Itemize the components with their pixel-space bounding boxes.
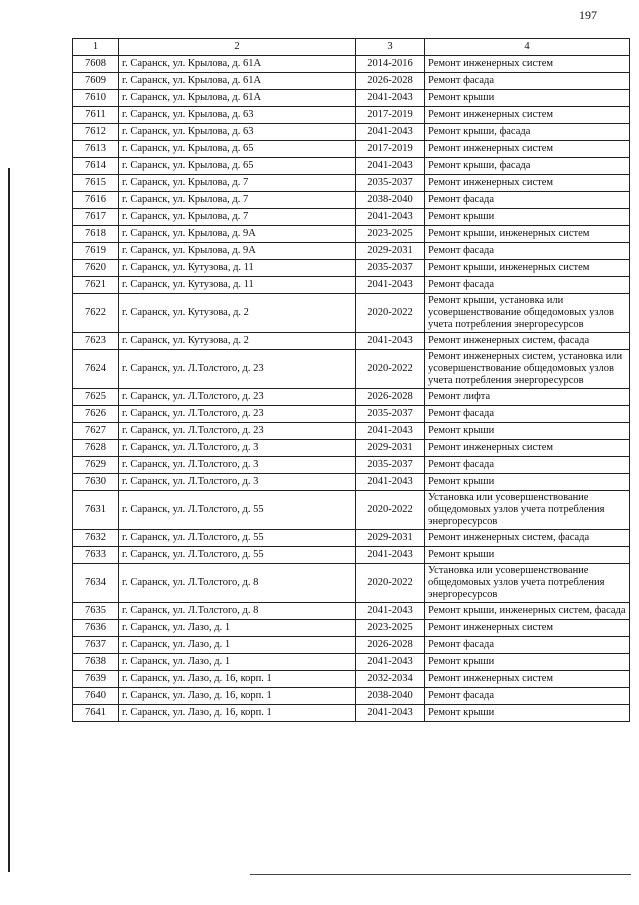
cell-number: 7621 xyxy=(73,277,119,294)
table-row xyxy=(73,277,630,294)
cell-address: г. Саранск, ул. Крылова, д. 65 xyxy=(119,141,356,158)
cell-period: 2041-2043 xyxy=(356,277,425,294)
cell-period: 2041-2043 xyxy=(356,124,425,141)
cell-number: 7637 xyxy=(73,637,119,654)
cell-number: 7610 xyxy=(73,90,119,107)
cell-address: г. Саранск, ул. Крылова, д. 7 xyxy=(119,209,356,226)
cell-work-type: Ремонт инженерных систем xyxy=(425,440,630,457)
cell-work-type: Ремонт инженерных систем, фасада xyxy=(425,333,630,350)
cell-period: 2041-2043 xyxy=(356,654,425,671)
cell-address: г. Саранск, ул. Лазо, д. 1 xyxy=(119,654,356,671)
page-number: 197 xyxy=(579,8,597,22)
table-row xyxy=(73,260,630,277)
cell-period: 2026-2028 xyxy=(356,637,425,654)
table-row xyxy=(73,620,630,637)
bottom-rule xyxy=(250,874,631,875)
cell-work-type: Ремонт фасада xyxy=(425,406,630,423)
cell-number: 7639 xyxy=(73,671,119,688)
column-header-3: 3 xyxy=(356,39,425,56)
table-row xyxy=(73,688,630,705)
cell-period: 2041-2043 xyxy=(356,603,425,620)
cell-period: 2020-2022 xyxy=(356,564,425,603)
table-body xyxy=(73,56,630,722)
cell-address: г. Саранск, ул. Л.Толстого, д. 3 xyxy=(119,474,356,491)
cell-number: 7609 xyxy=(73,73,119,90)
cell-address: г. Саранск, ул. Лазо, д. 1 xyxy=(119,620,356,637)
cell-period: 2020-2022 xyxy=(356,491,425,530)
cell-work-type: Ремонт фасада xyxy=(425,243,630,260)
cell-number: 7633 xyxy=(73,547,119,564)
cell-work-type: Ремонт фасада xyxy=(425,637,630,654)
cell-number: 7625 xyxy=(73,389,119,406)
cell-period: 2020-2022 xyxy=(356,350,425,389)
cell-number: 7624 xyxy=(73,350,119,389)
cell-period: 2041-2043 xyxy=(356,705,425,722)
cell-period: 2035-2037 xyxy=(356,175,425,192)
cell-work-type: Ремонт инженерных систем xyxy=(425,620,630,637)
table-row xyxy=(73,141,630,158)
cell-number: 7611 xyxy=(73,107,119,124)
cell-number: 7641 xyxy=(73,705,119,722)
table-row xyxy=(73,474,630,491)
cell-work-type: Ремонт крыши, установка или усовершенствование общедомовых узлов учета потребления энергоресурсов xyxy=(425,294,630,333)
table-row xyxy=(73,491,630,530)
cell-period: 2041-2043 xyxy=(356,90,425,107)
table-row xyxy=(73,56,630,73)
cell-period: 2041-2043 xyxy=(356,209,425,226)
cell-address: г. Саранск, ул. Л.Толстого, д. 8 xyxy=(119,564,356,603)
cell-number: 7634 xyxy=(73,564,119,603)
cell-period: 2038-2040 xyxy=(356,688,425,705)
cell-work-type: Ремонт фасада xyxy=(425,688,630,705)
cell-work-type: Ремонт инженерных систем, установка или усовершенствование общедомовых узлов учета потребления энергоресурсов xyxy=(425,350,630,389)
cell-address: г. Саранск, ул. Лазо, д. 16, корп. 1 xyxy=(119,705,356,722)
cell-work-type: Ремонт инженерных систем xyxy=(425,141,630,158)
cell-period: 2035-2037 xyxy=(356,406,425,423)
cell-work-type: Установка или усовершенствование общедомовых узлов учета потребления энергоресурсов xyxy=(425,564,630,603)
cell-period: 2029-2031 xyxy=(356,530,425,547)
cell-period: 2032-2034 xyxy=(356,671,425,688)
cell-work-type: Ремонт лифта xyxy=(425,389,630,406)
cell-number: 7622 xyxy=(73,294,119,333)
cell-period: 2029-2031 xyxy=(356,243,425,260)
table-row xyxy=(73,423,630,440)
cell-period: 2017-2019 xyxy=(356,141,425,158)
cell-work-type: Ремонт фасада xyxy=(425,277,630,294)
cell-address: г. Саранск, ул. Л.Толстого, д. 55 xyxy=(119,491,356,530)
cell-address: г. Саранск, ул. Л.Толстого, д. 23 xyxy=(119,406,356,423)
cell-number: 7626 xyxy=(73,406,119,423)
table-row xyxy=(73,654,630,671)
cell-address: г. Саранск, ул. Крылова, д. 7 xyxy=(119,175,356,192)
cell-work-type: Ремонт инженерных систем xyxy=(425,175,630,192)
cell-work-type: Ремонт крыши xyxy=(425,474,630,491)
cell-period: 2041-2043 xyxy=(356,474,425,491)
cell-address: г. Саранск, ул. Крылова, д. 9А xyxy=(119,243,356,260)
cell-address: г. Саранск, ул. Крылова, д. 61А xyxy=(119,73,356,90)
cell-address: г. Саранск, ул. Л.Толстого, д. 23 xyxy=(119,423,356,440)
table-row xyxy=(73,440,630,457)
cell-work-type: Ремонт крыши, фасада xyxy=(425,124,630,141)
cell-work-type: Ремонт фасада xyxy=(425,73,630,90)
cell-number: 7627 xyxy=(73,423,119,440)
cell-work-type: Ремонт крыши, фасада xyxy=(425,158,630,175)
cell-period: 2041-2043 xyxy=(356,333,425,350)
table-row xyxy=(73,637,630,654)
cell-work-type: Ремонт крыши xyxy=(425,705,630,722)
cell-address: г. Саранск, ул. Крылова, д. 61А xyxy=(119,90,356,107)
cell-number: 7616 xyxy=(73,192,119,209)
cell-period: 2023-2025 xyxy=(356,620,425,637)
cell-work-type: Ремонт крыши, инженерных систем xyxy=(425,260,630,277)
column-header-4: 4 xyxy=(425,39,630,56)
cell-number: 7618 xyxy=(73,226,119,243)
cell-period: 2041-2043 xyxy=(356,158,425,175)
cell-period: 2038-2040 xyxy=(356,192,425,209)
cell-period: 2026-2028 xyxy=(356,389,425,406)
table-row xyxy=(73,333,630,350)
cell-period: 2023-2025 xyxy=(356,226,425,243)
cell-address: г. Саранск, ул. Крылова, д. 63 xyxy=(119,124,356,141)
cell-address: г. Саранск, ул. Кутузова, д. 11 xyxy=(119,260,356,277)
cell-work-type: Ремонт инженерных систем xyxy=(425,107,630,124)
cell-number: 7620 xyxy=(73,260,119,277)
table-row xyxy=(73,530,630,547)
table-row xyxy=(73,350,630,389)
cell-period: 2035-2037 xyxy=(356,260,425,277)
cell-period: 2014-2016 xyxy=(356,56,425,73)
table-row xyxy=(73,107,630,124)
cell-address: г. Саранск, ул. Л.Толстого, д. 23 xyxy=(119,350,356,389)
cell-number: 7615 xyxy=(73,175,119,192)
cell-address: г. Саранск, ул. Л.Толстого, д. 55 xyxy=(119,547,356,564)
cell-period: 2035-2037 xyxy=(356,457,425,474)
cell-address: г. Саранск, ул. Крылова, д. 9А xyxy=(119,226,356,243)
cell-address: г. Саранск, ул. Лазо, д. 1 xyxy=(119,637,356,654)
column-header-1: 1 xyxy=(73,39,119,56)
cell-work-type: Ремонт фасада xyxy=(425,457,630,474)
table-row xyxy=(73,209,630,226)
repair-schedule-table xyxy=(72,38,630,722)
table-row xyxy=(73,705,630,722)
table-row xyxy=(73,457,630,474)
cell-number: 7632 xyxy=(73,530,119,547)
cell-number: 7636 xyxy=(73,620,119,637)
cell-number: 7623 xyxy=(73,333,119,350)
cell-number: 7608 xyxy=(73,56,119,73)
cell-number: 7617 xyxy=(73,209,119,226)
cell-address: г. Саранск, ул. Л.Толстого, д. 55 xyxy=(119,530,356,547)
cell-work-type: Ремонт крыши xyxy=(425,547,630,564)
cell-work-type: Ремонт крыши xyxy=(425,90,630,107)
table-row xyxy=(73,671,630,688)
table-row xyxy=(73,243,630,260)
table-row xyxy=(73,73,630,90)
table-row xyxy=(73,603,630,620)
cell-work-type: Ремонт инженерных систем, фасада xyxy=(425,530,630,547)
table-row xyxy=(73,406,630,423)
cell-period: 2026-2028 xyxy=(356,73,425,90)
cell-number: 7614 xyxy=(73,158,119,175)
cell-work-type: Ремонт крыши xyxy=(425,209,630,226)
cell-period: 2020-2022 xyxy=(356,294,425,333)
cell-work-type: Ремонт фасада xyxy=(425,192,630,209)
cell-work-type: Ремонт инженерных систем xyxy=(425,56,630,73)
cell-address: г. Саранск, ул. Л.Толстого, д. 23 xyxy=(119,389,356,406)
cell-address: г. Саранск, ул. Л.Толстого, д. 3 xyxy=(119,440,356,457)
cell-address: г. Саранск, ул. Л.Толстого, д. 3 xyxy=(119,457,356,474)
table-row xyxy=(73,158,630,175)
table-row xyxy=(73,389,630,406)
table-row xyxy=(73,564,630,603)
table-row xyxy=(73,547,630,564)
cell-period: 2041-2043 xyxy=(356,547,425,564)
cell-address: г. Саранск, ул. Кутузова, д. 2 xyxy=(119,294,356,333)
left-margin-rule xyxy=(8,168,10,872)
cell-address: г. Саранск, ул. Крылова, д. 7 xyxy=(119,192,356,209)
cell-number: 7631 xyxy=(73,491,119,530)
cell-period: 2029-2031 xyxy=(356,440,425,457)
cell-number: 7628 xyxy=(73,440,119,457)
cell-address: г. Саранск, ул. Крылова, д. 61А xyxy=(119,56,356,73)
table-row xyxy=(73,90,630,107)
cell-address: г. Саранск, ул. Лазо, д. 16, корп. 1 xyxy=(119,688,356,705)
cell-address: г. Саранск, ул. Л.Толстого, д. 8 xyxy=(119,603,356,620)
cell-number: 7638 xyxy=(73,654,119,671)
cell-number: 7635 xyxy=(73,603,119,620)
cell-work-type: Установка или усовершенствование общедомовых узлов учета потребления энергоресурсов xyxy=(425,491,630,530)
table-row xyxy=(73,175,630,192)
table-row xyxy=(73,192,630,209)
table-row xyxy=(73,294,630,333)
cell-number: 7613 xyxy=(73,141,119,158)
column-header-2: 2 xyxy=(119,39,356,56)
cell-work-type: Ремонт крыши xyxy=(425,654,630,671)
cell-address: г. Саранск, ул. Кутузова, д. 2 xyxy=(119,333,356,350)
cell-work-type: Ремонт крыши xyxy=(425,423,630,440)
cell-work-type: Ремонт инженерных систем xyxy=(425,671,630,688)
cell-address: г. Саранск, ул. Лазо, д. 16, корп. 1 xyxy=(119,671,356,688)
table-row xyxy=(73,226,630,243)
cell-period: 2041-2043 xyxy=(356,423,425,440)
table-row xyxy=(73,124,630,141)
cell-number: 7619 xyxy=(73,243,119,260)
table-header-row xyxy=(73,39,630,56)
cell-work-type: Ремонт крыши, инженерных систем, фасада xyxy=(425,603,630,620)
cell-address: г. Саранск, ул. Крылова, д. 63 xyxy=(119,107,356,124)
cell-address: г. Саранск, ул. Крылова, д. 65 xyxy=(119,158,356,175)
cell-address: г. Саранск, ул. Кутузова, д. 11 xyxy=(119,277,356,294)
cell-number: 7640 xyxy=(73,688,119,705)
cell-number: 7630 xyxy=(73,474,119,491)
cell-period: 2017-2019 xyxy=(356,107,425,124)
cell-number: 7629 xyxy=(73,457,119,474)
cell-work-type: Ремонт крыши, инженерных систем xyxy=(425,226,630,243)
cell-number: 7612 xyxy=(73,124,119,141)
